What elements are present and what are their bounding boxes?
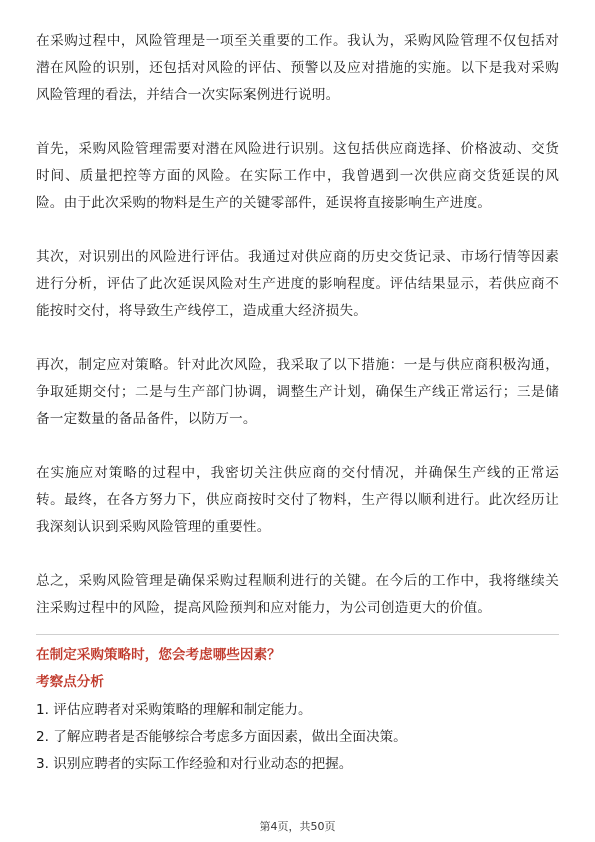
page-number: 第4页，共50页 [259,820,336,833]
analysis-item: 2. 了解应聘者是否能够综合考虑多方面因素，做出全面决策。 [36,729,407,745]
document-body [36,28,559,778]
paragraph-conclusion: 总之，采购风险管理是确保采购过程顺利进行的关键。在今后的工作中，我将继续关注采购过程中的风险，提高风险预判和应对能力，为公司创造更大的价值。 [36,573,559,616]
analysis-heading: 考察点分析 [36,674,104,690]
section-divider [36,634,559,635]
paragraph-intro: 在采购过程中，风险管理是一项至关重要的工作。我认为，采购风险管理不仅包括对潜在风险的识别，还包括对风险的评估、预警以及应对措施的实施。以下是我对采购风险管理的看法，并结合一次实际案例进行说明。 [36,33,559,103]
analysis-list [36,697,559,778]
interview-question: 在制定采购策略时，您会考虑哪些因素？ [36,647,281,663]
paragraph-implementation: 在实施应对策略的过程中，我密切关注供应商的交付情况，并确保生产线的正常运转。最终，在各方努力下，供应商按时交付了物料，生产得以顺利进行。此次经历让我深刻认识到采购风险管理的重要性。 [36,465,559,535]
paragraph-assessment: 其次，对识别出的风险进行评估。我通过对供应商的历史交货记录、市场行情等因素进行分析，评估了此次延误风险对生产进度的影响程度。评估结果显示，若供应商不能按时交付，将导致生产线停工，造成重大经济损失。 [36,249,559,319]
analysis-item: 3. 识别应聘者的实际工作经验和对行业动态的把握。 [36,756,353,772]
analysis-item: 1. 评估应聘者对采购策略的理解和制定能力。 [36,702,312,718]
paragraph-identification: 首先，采购风险管理需要对潜在风险进行识别。这包括供应商选择、价格波动、交货时间、质量把控等方面的风险。在实际工作中，我曾遇到一次供应商交货延误的风险。由于此次采购的物料是生产的关键零部件，延误将直接影响生产进度。 [36,141,559,211]
paragraph-strategy: 再次，制定应对策略。针对此次风险，我采取了以下措施：一是与供应商积极沟通，争取延期交付；二是与生产部门协调，调整生产计划，确保生产线正常运行；三是储备一定数量的备品备件，以防万一。 [36,357,559,427]
